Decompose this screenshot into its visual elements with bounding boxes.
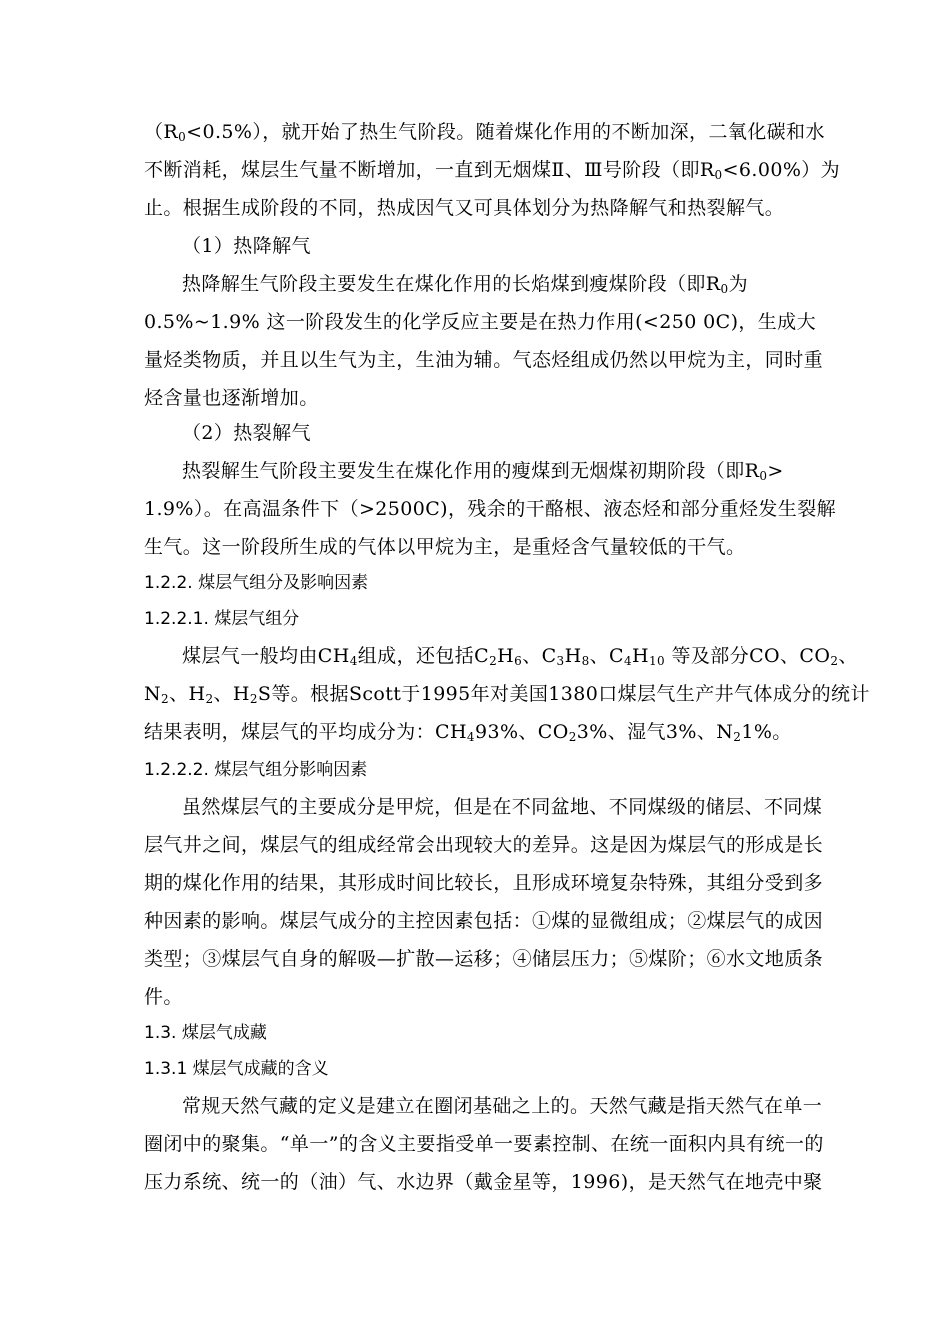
para5-line1: 虽然煤层气的主要成分是甲烷，但是在不同盆地、不同煤级的储层、不同煤: [182, 796, 823, 818]
para6-line1: 常规天然气藏的定义是建立在圈闭基础之上的。天然气藏是指天然气在单一: [182, 1095, 823, 1117]
para6-line2: 圈闭中的聚集。“单一”的含义主要指受单一要素控制、在统一面积内具有统一的: [144, 1133, 824, 1155]
item1-title: （1）热降解气: [182, 235, 311, 257]
para4-line3: 结果表明，煤层气的平均成分为：$CH_493\%$、$CO_23\%$、湿气3%、$N_21\%$。: [144, 721, 792, 744]
section-heading-1-3: 1.3. 煤层气成藏: [144, 1023, 267, 1043]
section-heading-1-2-2-2: 1.2.2.2. 煤层气组分影响因素: [144, 760, 368, 780]
para3-line1: 热裂解生气阶段主要发生在煤化作用的瘦煤到无烟煤初期阶段（即$R_0>$: [182, 460, 784, 483]
para5-line5: 类型；③煤层气自身的解吸—扩散—运移；④储层压力；⑤煤阶；⑥水文地质条: [144, 948, 824, 970]
para2-line2: 0.5%~1.9% 这一阶段发生的化学反应主要是在热力作用(<250 0C)，生成大: [144, 311, 816, 333]
section-heading-1-2-2: 1.2.2. 煤层气组分及影响因素: [144, 573, 369, 593]
para1-line1: $(R_0<0.5\%)$，就开始了热生气阶段。随着煤化作用的不断加深，二氧化碳和水: [144, 121, 825, 144]
para3-line2: 1.9%）。在高温条件下（>2500C)，残余的干酪根、液态烃和部分重烃发生裂解: [144, 498, 836, 520]
para5-line2: 层气井之间，煤层气的组成经常会出现较大的差异。这是因为煤层气的形成是长: [144, 834, 824, 856]
para2-line3: 量烃类物质，并且以生气为主，生油为辅。气态烃组成仍然以甲烷为主，同时重: [144, 349, 824, 371]
section-heading-1-3-1: 1.3.1 煤层气成藏的含义: [144, 1059, 329, 1079]
para4-line2: $N_2$、$H_2$、$H_2S$等。根据Scott于1995年对美国1380口煤层气生产井气体成分的统计: [144, 683, 870, 706]
para2-line4: 烃含量也逐渐增加。: [144, 387, 319, 409]
para5-line4: 种因素的影响。煤层气成分的主控因素包括：①煤的显微组成；②煤层气的成因: [144, 910, 824, 932]
para3-line3: 生气。这一阶段所生成的气体以甲烷为主，是重烃含气量较低的干气。: [144, 536, 746, 558]
para2-line1: 热降解生气阶段主要发生在煤化作用的长焰煤到瘦煤阶段（即$R_0$为: [182, 273, 748, 296]
para6-line3: 压力系统、统一的（油）气、水边界（戴金星等，1996)，是天然气在地壳中聚: [144, 1171, 823, 1193]
para5-line3: 期的煤化作用的结果，其形成时间比较长，且形成环境复杂特殊，其组分受到多: [144, 872, 824, 894]
item2-title: （2）热裂解气: [182, 422, 311, 444]
para4-line1: 煤层气一般均由$CH_4$组成，还包括$C_2H_6$、$C_3H_8$、$C_4H_{10}$ 等及部分CO、$CO_2$、: [182, 645, 858, 668]
para1-line2: 不断消耗，煤层生气量不断增加，一直到无烟煤Ⅱ、Ⅲ号阶段（即$R_0<6.00\%$）为: [144, 159, 841, 182]
para1-line3: 止。根据生成阶段的不同，热成因气又可具体划分为热降解气和热裂解气。: [144, 197, 785, 219]
section-heading-1-2-2-1: 1.2.2.1. 煤层气组分: [144, 609, 300, 629]
para5-line6: 件。: [144, 986, 183, 1008]
